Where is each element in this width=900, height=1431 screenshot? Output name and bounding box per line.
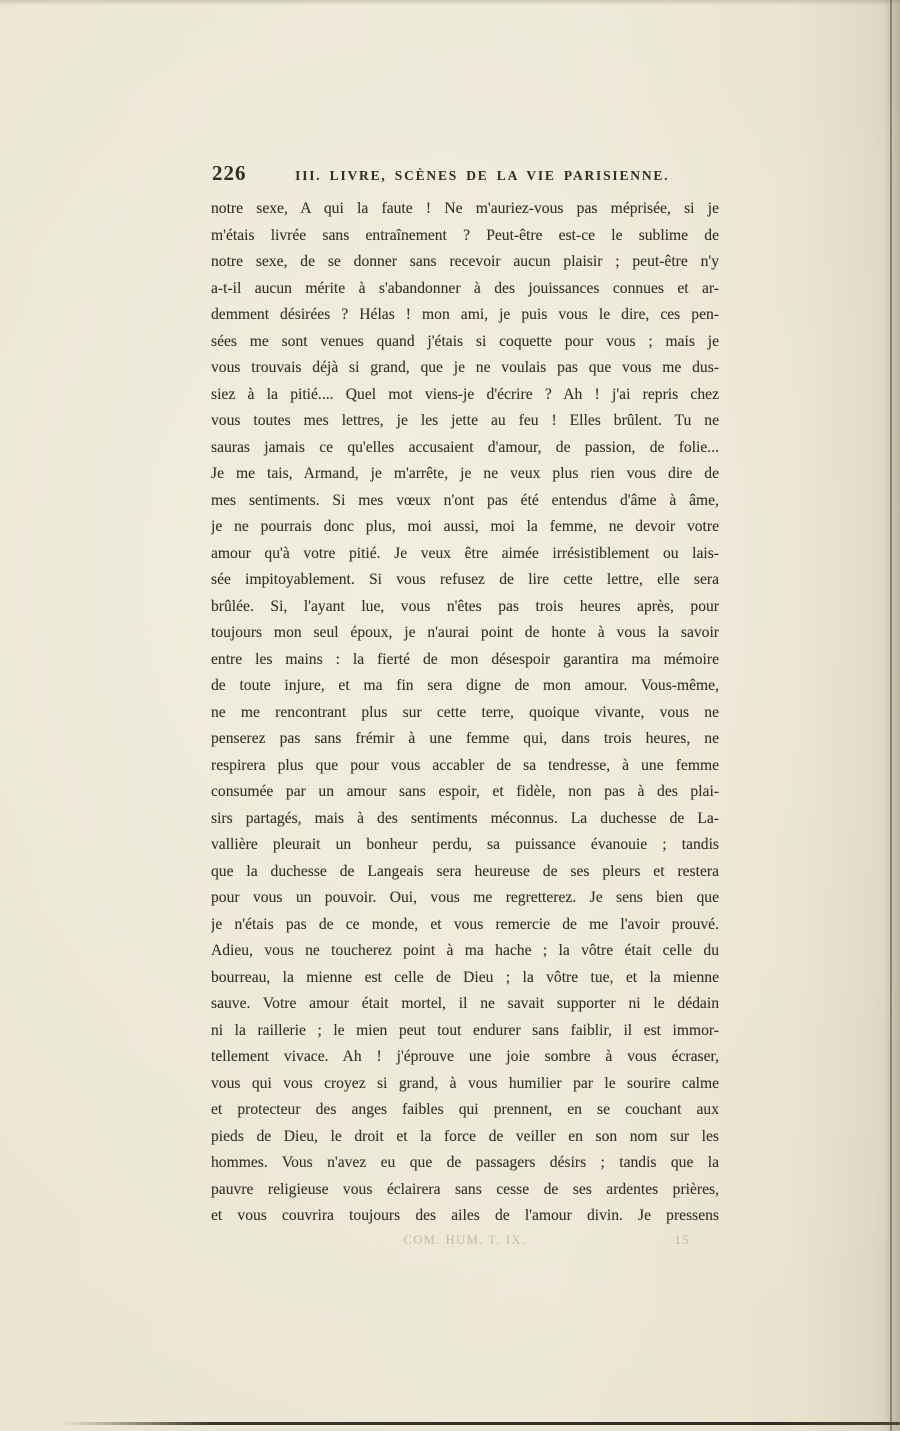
scan-right-edge-shadow bbox=[884, 0, 900, 1431]
text-line: que la duchesse de Langeais sera heureuse de ses pleurs et restera bbox=[211, 862, 719, 880]
text-line: m'étais livrée sans entraînement ? Peut-être est-ce le sublime de bbox=[211, 226, 719, 244]
text-line: amour qu'à votre pitié. Je veux être aimée irrésistiblement ou lais- bbox=[211, 544, 719, 562]
text-line: de toute injure, et ma fin sera digne de mon amour. Vous-même, bbox=[211, 677, 719, 694]
text-line: vous trouvais déjà si grand, que je ne voulais pas que vous me dus- bbox=[211, 359, 719, 376]
text-line: brûlée. Si, l'ayant lue, vous n'êtes pas trois heures après, pour bbox=[211, 597, 719, 615]
text-line: Je me tais, Armand, je m'arrête, je ne veux plus rien vous dire de bbox=[211, 465, 719, 482]
text-line: consumée par un amour sans espoir, et fidèle, non pas à des plai- bbox=[211, 783, 719, 800]
page-header bbox=[212, 161, 718, 186]
text-line: tellement vivace. Ah ! j'éprouve une joie sombre à vous écraser, bbox=[211, 1048, 719, 1065]
running-title: III. LIVRE, SCÈNES DE LA VIE PARISIENNE. bbox=[295, 168, 670, 183]
page-number: 226 bbox=[212, 161, 247, 185]
text-line: Adieu, vous ne toucherez point à ma hache ; la vôtre était celle du bbox=[211, 942, 719, 959]
text-line: je n'étais pas de ce monde, et vous remercie de me l'avoir prouvé. bbox=[211, 915, 719, 933]
text-line: a-t-il aucun mérite à s'abandonner à des jouissances connues et ar- bbox=[211, 279, 719, 297]
text-line: sauras jamais ce qu'elles accusaient d'amour, de passion, de folie... bbox=[211, 438, 719, 456]
text-line: mes sentiments. Si mes vœux n'ont pas été entendus d'âme à âme, bbox=[211, 491, 719, 509]
signature-mark: COM. HUM. T. IX. bbox=[403, 1233, 527, 1247]
text-line: toujours mon seul époux, je n'aurai point de honte à vous la savoir bbox=[211, 624, 719, 641]
scan-bottom-edge-line bbox=[60, 1422, 900, 1425]
scan-right-edge-line bbox=[890, 0, 892, 1431]
text-line: pieds de Dieu, le droit et la force de veiller en son nom sur les bbox=[211, 1127, 719, 1145]
signature-number: 15 bbox=[674, 1233, 690, 1247]
text-line: entre les mains : la fierté de mon désespoir garantira ma mémoire bbox=[211, 650, 719, 668]
text-line: bourreau, la mienne est celle de Dieu ; la vôtre tue, et la mienne bbox=[211, 968, 719, 986]
text-line: ne me rencontrant plus sur cette terre, quoique vivante, vous ne bbox=[211, 703, 719, 721]
text-line: et protecteur des anges faibles qui prennent, en se couchant aux bbox=[211, 1101, 719, 1118]
text-line: demment désirées ? Hélas ! mon ami, je puis vous le dire, ces pen- bbox=[211, 306, 719, 323]
text-line: pauvre religieuse vous éclairera sans cesse de ses ardentes prières, bbox=[211, 1180, 719, 1198]
page-footer bbox=[212, 1233, 718, 1253]
text-line: vous toutes mes lettres, je les jette au feu ! Elles brûlent. Tu ne bbox=[211, 412, 719, 429]
text-line: siez à la pitié.... Quel mot viens-je d'écrire ? Ah ! j'ai repris chez bbox=[211, 385, 719, 403]
text-line: sauve. Votre amour était mortel, il ne savait supporter ni le dédain bbox=[211, 995, 719, 1012]
text-line: pour vous un pouvoir. Oui, vous me regretterez. Je sens bien que bbox=[211, 889, 719, 906]
text-line: et vous couvrira toujours des ailes de l'amour divin. Je pressens bbox=[211, 1207, 719, 1224]
page-body bbox=[211, 196, 719, 1230]
text-line: je ne pourrais donc plus, moi aussi, moi la femme, ne devoir votre bbox=[211, 518, 719, 535]
text-line: ni la raillerie ; le mien peut tout endurer sans faiblir, il est immor- bbox=[211, 1021, 719, 1039]
text-line: penserez pas sans frémir à une femme qui, dans trois heures, ne bbox=[211, 730, 719, 747]
text-line: notre sexe, A qui la faute ! Ne m'auriez-vous pas méprisée, si je bbox=[211, 200, 719, 217]
text-line: sée impitoyablement. Si vous refusez de lire cette lettre, elle sera bbox=[211, 571, 719, 588]
text-line: vallière pleurait un bonheur perdu, sa puissance évanouie ; tandis bbox=[211, 836, 719, 853]
text-line: notre sexe, de se donner sans recevoir aucun plaisir ; peut-être n'y bbox=[211, 253, 719, 270]
text-line: sirs partagés, mais à des sentiments méconnus. La duchesse de La- bbox=[211, 809, 719, 827]
text-line: sées me sont venues quand j'étais si coquette pour vous ; mais je bbox=[211, 332, 719, 350]
text-line: vous qui vous croyez si grand, à vous humilier par le sourire calme bbox=[211, 1074, 719, 1092]
text-line: hommes. Vous n'avez eu que de passagers désirs ; tandis que la bbox=[211, 1154, 719, 1171]
text-line: respirera plus que pour vous accabler de sa tendresse, à une femme bbox=[211, 756, 719, 774]
scan-top-edge-shadow bbox=[0, 0, 900, 5]
